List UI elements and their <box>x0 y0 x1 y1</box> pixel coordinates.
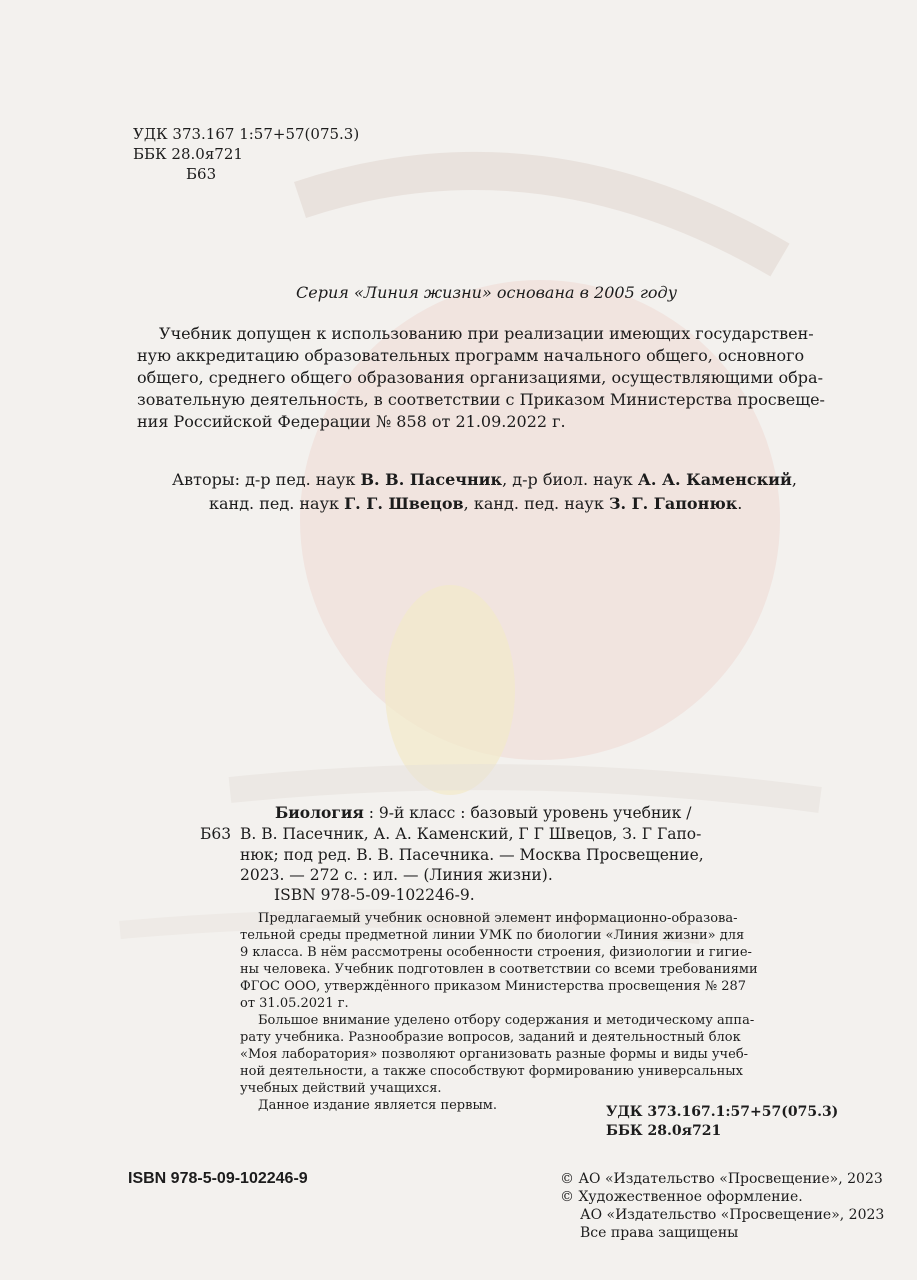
rights-reserved: Все права защищены <box>580 1225 739 1241</box>
approval-line: зовательную деятельность, в соответствии с Приказом Министерства просвеще- <box>137 390 825 409</box>
authors-line-2 <box>209 494 742 513</box>
author-degree: , д-р биол. наук <box>502 470 638 489</box>
approval-paragraph <box>137 323 899 433</box>
author-name: Г. Г. Швецов <box>344 494 464 513</box>
abstract-line: «Моя лаборатория» позволяют организовать разные формы и виды учеб- <box>240 1047 749 1062</box>
author-name: З. Г. Гапонюк <box>608 494 738 513</box>
author-name: А. А. Каменский <box>637 470 792 489</box>
abstract-line: рату учебника. Разнообразие вопросов, заданий и деятельностный блок <box>240 1030 741 1045</box>
abstract-line: тельной среды предметной линии УМК по биологии «Линия жизни» для <box>240 928 745 943</box>
card-line-4: 2023. — 272 с. : ил. — (Линия жизни). <box>240 866 553 884</box>
card-isbn: ISBN 978-5-09-102246-9. <box>274 886 475 904</box>
series-note: Серия «Линия жизни» основана в 2005 году <box>296 283 677 302</box>
card-line-1 <box>275 803 691 823</box>
abstract-line: 9 класса. В нём рассмотрены особенности строения, физиологии и гигие- <box>240 945 752 960</box>
copyright-line: © Художественное оформление. <box>560 1189 803 1205</box>
abstract-line: учебных действий учащихся. <box>240 1081 442 1096</box>
abstract <box>240 910 830 1114</box>
abstract-line: ФГОС ООО, утверждённого приказом Министерства просвещения № 287 <box>240 979 747 994</box>
copyright-block <box>560 1170 884 1242</box>
abstract-line: Предлагаемый учебник основной элемент информационно-образова- <box>258 911 738 926</box>
abstract-paragraph: Данное издание является первым. <box>258 1098 498 1113</box>
abstract-line: ной деятельности, а также способствуют формированию универсальных <box>240 1064 743 1079</box>
authors-line-1 <box>172 470 797 489</box>
copyright-line: © АО «Издательство «Просвещение», 2023 <box>560 1171 883 1187</box>
isbn-bottom: ISBN 978-5-09-102246-9 <box>128 1170 308 1187</box>
author-separator: , <box>791 470 798 489</box>
author-degree: , канд. пед. наук <box>463 494 609 513</box>
author-mark: Б63 <box>186 165 217 183</box>
card-text: : 9-й класс : базовый уровень учебник / <box>363 804 692 822</box>
udk-code-bottom: УДК 373.167.1:57+57(075.3) <box>606 1104 839 1120</box>
codes-bottom <box>606 1103 838 1141</box>
abstract-paragraph <box>240 910 830 1012</box>
card-line-2: В. В. Пасечник, А. А. Каменский, Г Г Швецов, З. Г Гапо- <box>240 825 702 843</box>
approval-line: общего, среднего общего образования организациями, осуществляющими обра- <box>137 368 823 387</box>
author-name: В. В. Пасечник <box>360 470 503 489</box>
authors-label: Авторы: д-р пед. наук <box>172 470 361 489</box>
bbk-code-bottom: ББК 28.0я721 <box>606 1123 722 1139</box>
abstract-line: ны человека. Учебник подготовлен в соответствии со всеми требованиями <box>240 962 758 977</box>
udk-code: УДК 373.167 1:57+57(075.3) <box>133 125 360 143</box>
card-mark: Б63 <box>200 825 232 843</box>
approval-line: ную аккредитацию образовательных программ начального общего, основного <box>137 346 805 365</box>
abstract-paragraph <box>240 1012 830 1097</box>
book-title: Биология <box>275 803 364 822</box>
bbk-code: ББК 28.0я721 <box>133 145 243 163</box>
card-line-3: нюк; под ред. В. В. Пасечника. — Москва Просвещение, <box>240 846 704 864</box>
approval-line: Учебник допущен к использованию при реализации имеющих государствен- <box>159 324 814 343</box>
author-degree: канд. пед. наук <box>209 494 345 513</box>
approval-line: ния Российской Федерации № 858 от 21.09.2022 г. <box>137 412 566 431</box>
abstract-line: Большое внимание уделено отбору содержания и методическому аппа- <box>258 1013 755 1028</box>
author-separator: . <box>737 494 743 513</box>
copyright-line: АО «Издательство «Просвещение», 2023 <box>580 1207 885 1223</box>
abstract-line: от 31.05.2021 г. <box>240 996 349 1011</box>
